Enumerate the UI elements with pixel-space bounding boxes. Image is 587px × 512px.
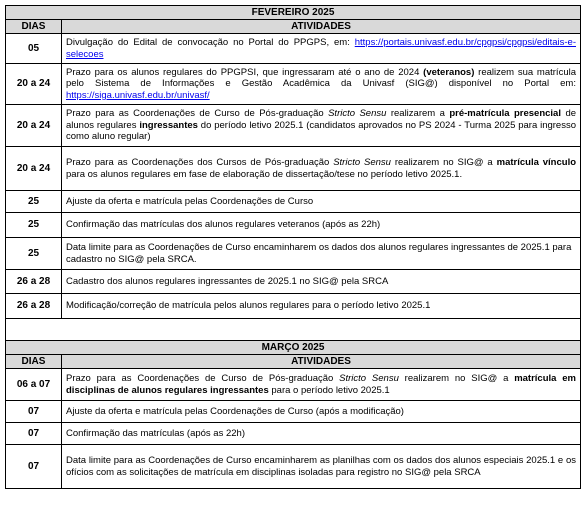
siga-link[interactable]: https://siga.univasf.edu.br/univasf/ — [66, 89, 210, 101]
activity-bold-text: matrícula vínculo — [496, 157, 577, 168]
activity-cell: Data limite para as Coordenações de Curso encaminharem as planilhas com os dados dos alunos especiais 2025.1 e os ofícios com as solicitações de matrícula em disciplinas isoladas para registro no SIG@ pela SRCA — [62, 445, 581, 489]
edital-link[interactable]: https://portais.univasf.edu.br/cpgpsi/cpgpsi/editais-e-selecoes — [66, 37, 576, 60]
activity-cell — [62, 64, 581, 105]
activity-italic-text: Stricto Sensu — [328, 108, 387, 120]
table-row — [6, 191, 581, 213]
table-row — [6, 270, 581, 294]
table-row — [6, 105, 581, 147]
activity-text: Prazo para as Coordenações de Curso de Pós-graduação — [66, 108, 329, 120]
activity-text: Prazo para as Coordenações de Curso de Pós-graduação — [66, 373, 340, 384]
table-row — [6, 445, 581, 489]
activity-bold-text: pré-matrícula presencial — [449, 108, 561, 120]
day-cell: 20 a 24 — [6, 105, 62, 147]
day-cell: 20 a 24 — [6, 64, 62, 105]
table-row — [6, 294, 581, 319]
activity-bold-text: matrícula em disciplinas de alunos regulares ingressantes — [66, 373, 576, 396]
day-cell: 26 a 28 — [6, 270, 62, 294]
day-cell: 05 — [6, 34, 62, 64]
february-activities-header: ATIVIDADES — [62, 20, 581, 34]
activity-text: realizarem no SIG@ a — [398, 373, 515, 384]
activity-text: realizem sua matrícula pelo Sistema de Informações e Gestão Acadêmica da Univasf (SIG@) disponível no Portal em: — [66, 66, 577, 90]
activity-cell: Confirmação das matrículas dos alunos regulares veteranos (após as 22h) — [62, 213, 581, 238]
activity-cell — [62, 369, 581, 401]
activity-cell: Cadastro dos alunos regulares ingressantes de 2025.1 no SIG@ pela SRCA — [62, 270, 581, 294]
table-row — [6, 213, 581, 238]
activity-text: Prazo para as Coordenações dos Cursos de Pós-graduação — [66, 157, 334, 168]
activity-bold-text: (veteranos) — [423, 66, 475, 78]
day-cell: 07 — [6, 401, 62, 423]
spacer-cell — [6, 319, 581, 341]
day-cell: 06 a 07 — [6, 369, 62, 401]
activity-text: para o período letivo 2025.1 — [268, 384, 390, 396]
table-row — [6, 401, 581, 423]
activity-text: do período letivo 2025.1 (candidatos aprovados no PS 2024 - Turma 2025 para ingresso como aluno regular) — [66, 119, 576, 143]
activity-cell — [62, 105, 581, 147]
table-row — [6, 34, 581, 64]
day-cell: 25 — [6, 238, 62, 270]
activity-text: realizarem no SIG@ a — [390, 157, 497, 168]
calendar-document — [5, 5, 580, 489]
activity-cell: Modificação/correção de matrícula pelos alunos regulares para o período letivo 2025.1 — [62, 294, 581, 319]
activity-italic-text: Stricto Sensu — [333, 157, 391, 168]
table-row — [6, 238, 581, 270]
day-cell: 25 — [6, 191, 62, 213]
day-cell: 26 a 28 — [6, 294, 62, 319]
activity-cell: Confirmação das matrículas (após as 22h) — [62, 423, 581, 445]
activity-cell: Ajuste da oferta e matrícula pelas Coordenações de Curso — [62, 191, 581, 213]
february-days-header: DIAS — [6, 20, 62, 34]
table-row — [6, 64, 581, 105]
day-cell: 07 — [6, 445, 62, 489]
activity-text: realizarem a — [386, 108, 450, 120]
day-cell: 25 — [6, 213, 62, 238]
table-row — [6, 369, 581, 401]
activity-cell — [62, 147, 581, 191]
table-row — [6, 147, 581, 191]
march-days-header: DIAS — [6, 355, 62, 369]
activity-cell: Ajuste da oferta e matrícula pelas Coordenações de Curso (após a modificação) — [62, 401, 581, 423]
activity-text: Prazo para os alunos regulares do PPGPSI, que ingressaram até o ano de 2024 — [66, 66, 424, 78]
march-activities-header: ATIVIDADES — [62, 355, 581, 369]
activity-text: de alunos regulares — [66, 108, 577, 131]
march-title: MARÇO 2025 — [6, 341, 581, 355]
table-row — [6, 423, 581, 445]
activity-text: Divulgação do Edital de convocação no Portal do PPGPS, em: — [66, 37, 355, 48]
activity-italic-text: Stricto Sensu — [339, 373, 399, 384]
activity-text: para os alunos regulares em fase de elaboração de dissertação/tese no período letivo 2025.1. — [66, 168, 463, 180]
day-cell: 07 — [6, 423, 62, 445]
section-spacer — [6, 319, 581, 341]
february-title: FEVEREIRO 2025 — [6, 6, 581, 20]
calendar-table — [5, 5, 581, 489]
activity-cell: Data limite para as Coordenações de Curso encaminharem os dados dos alunos regulares ingressantes de 2025.1 para cadastro no SIG@ pela SRCA. — [62, 238, 581, 270]
day-cell: 20 a 24 — [6, 147, 62, 191]
activity-bold-text: ingressantes — [139, 119, 198, 131]
activity-cell — [62, 34, 581, 64]
